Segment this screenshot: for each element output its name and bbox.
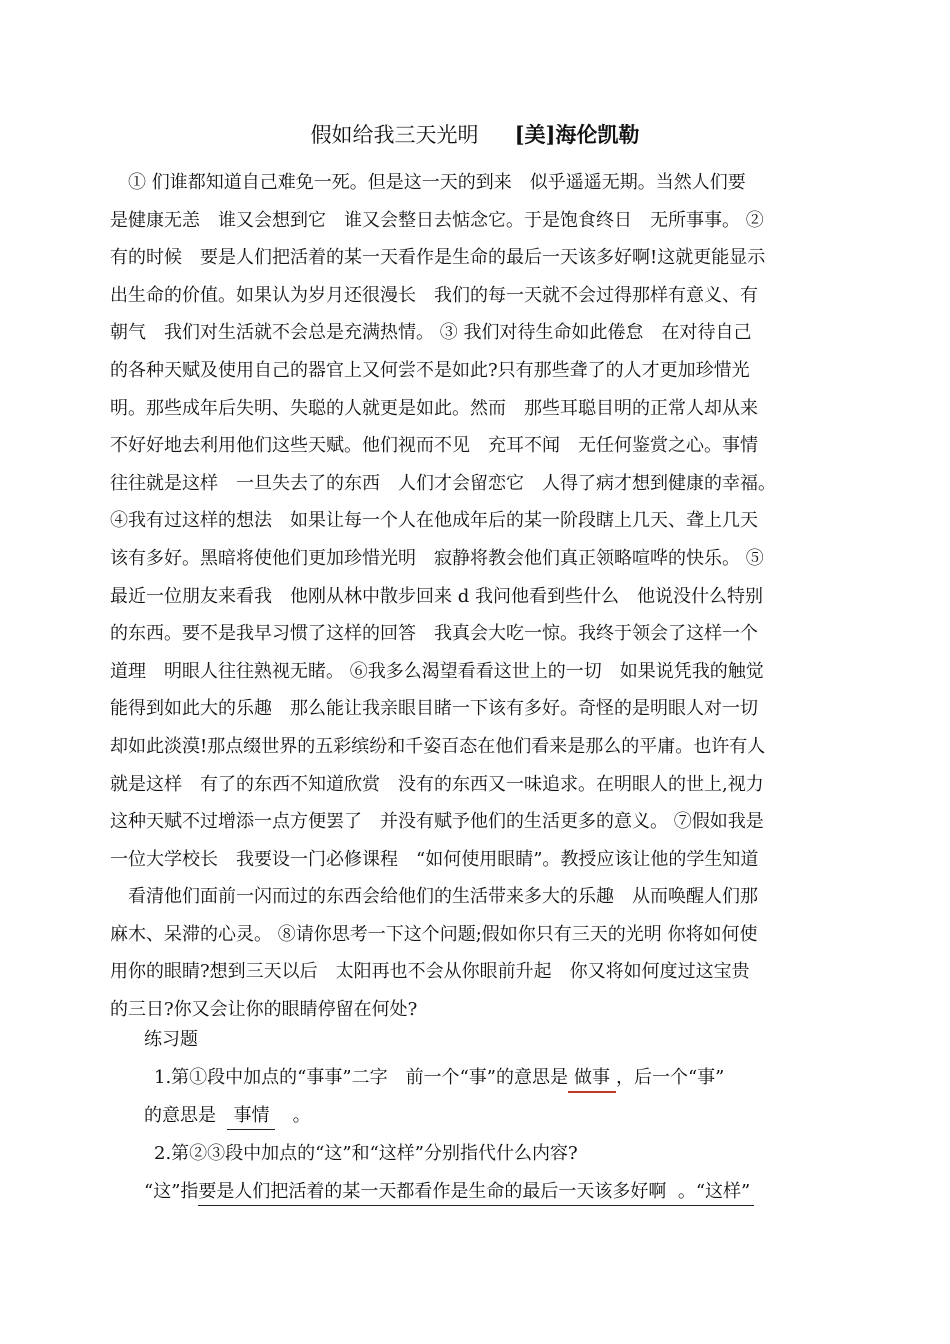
exercise-2-question: 2.第②③段中加点的“这”和“这样”分别指代什么内容? [154,1143,578,1164]
exercise-1-line-2 [144,1100,864,1132]
exercises-heading: 练习题 [144,1029,198,1050]
document-title: 假如给我三天光明 [310,123,479,147]
article-line: 往往就是这样 一旦失去了的东西 人们才会留恋它 人得了病才想到健康的幸福。 [110,472,776,494]
article-line: 能得到如此大的乐趣 那么能让我亲眼目睹一下该有多好。奇怪的是明眼人对一切 [110,698,758,720]
article-line: 的各种天赋及使用自己的器官上又何尝不是如此?只有那些聋了的人才更加珍惜光 [110,359,750,381]
exercise-2-answer-line [144,1176,864,1208]
article-line: ④我有过这样的想法 如果让每一个人在他成年后的某一阶段瞎上几天、聋上几天 [110,510,758,532]
article-line: 朝气 我们对生活就不会总是充满热情。 ③ 我们对待生命如此倦怠 在对待自己 [110,322,752,344]
article-line: 的东西。要不是我早习惯了这样的回答 我真会大吃一惊。我终于领会了这样一个 [110,623,758,645]
article-line: 道理 明眼人往往熟视无睹。 ⑥我多么渴望看看这世上的一切 如果说凭我的触觉 [110,660,764,682]
document-title-row [0,120,950,150]
exercise-1-line-1 [154,1062,874,1094]
article-line: 却如此淡漠!那点缀世界的五彩缤纷和千姿百态在他们看来是那么的平庸。也许有人 [110,735,766,757]
exercise-2-answer-prefix: “这”指 [144,1181,199,1202]
article-body [110,164,830,1029]
article-line: 有的时候 要是人们把活着的某一天看作是生命的最后一天该多好啊!这就更能显示 [110,247,766,269]
article-line: 的三日?你又会让你的眼睛停留在何处? [110,999,418,1021]
exercise-1-middle: ，后一个“事” [615,1067,725,1088]
exercise-1-prefix: 1.第①段中加点的“事事”二字 前一个“事”的意思是 [154,1067,568,1088]
article-line: 出生命的价值。如果认为岁月还很漫长 我们的每一天就不会过得那样有意义、有 [110,284,758,306]
article-line: 看清他们面前一闪而过的东西会给他们的生活带来多大的乐趣 从而唤醒人们那 [110,886,758,908]
article-line: 该有多好。黑暗将使他们更加珍惜光明 寂静将教会他们真正领略喧哗的快乐。 ⑤ [110,547,764,569]
article-line: 是健康无恙 谁又会想到它 谁又会整日去惦念它。于是饱食终日 无所事事。 ② [110,209,764,231]
article-line: 就是这样 有了的东西不知道欣赏 没有的东西又一味追求。在明眼人的世上,视力 [110,773,764,795]
exercise-1-line2-prefix: 的意思是 [144,1105,216,1126]
article-line: 最近一位朋友来看我 他刚从林中散步回来 d 我问他看到些什么 他说没什么特别 [110,585,763,607]
exercise-1-answer-2: 事情 [227,1103,275,1130]
article-line: 用你的眼睛?想到三天以后 太阳再也不会从你眼前升起 你又将如何度过这宝贵 [110,961,750,983]
article-line: 明。那些成年后失明、失聪的人就更是如此。然而 那些耳聪目明的正常人却从来 [110,397,758,419]
exercise-2-answer [198,1179,754,1206]
exercise-1-suffix: 。 [292,1105,311,1126]
exercise-2-answer-text: 要是人们把活着的某一天都看作是生命的最后一天该多好啊 [198,1181,667,1202]
article-line: 不好好地去利用他们这些天赋。他们视而不见 充耳不闻 无任何鉴赏之心。事情 [110,435,758,457]
exercise-2-answer-tail: 。“这样” [677,1181,751,1202]
article-line: ① 们谁都知道自己难免一死。但是这一天的到来 似乎遥遥无期。当然人们要 [110,172,746,193]
article-line: 一位大学校长 我要设一门必修课程 “如何使用眼睛”。教授应该让他的学生知道 [110,848,759,870]
document-author: [美]海伦凯勒 [514,122,640,147]
article-line: 这种天赋不过增添一点方便罢了 并没有赋予他们的生活更多的意义。 ⑦假如我是 [110,811,764,833]
exercise-1-answer-1: 做事 [568,1065,616,1093]
article-line: 麻木、呆滞的心灵。 ⑧请你思考一下这个问题;假如你只有三天的光明 你将如何使 [110,923,758,945]
